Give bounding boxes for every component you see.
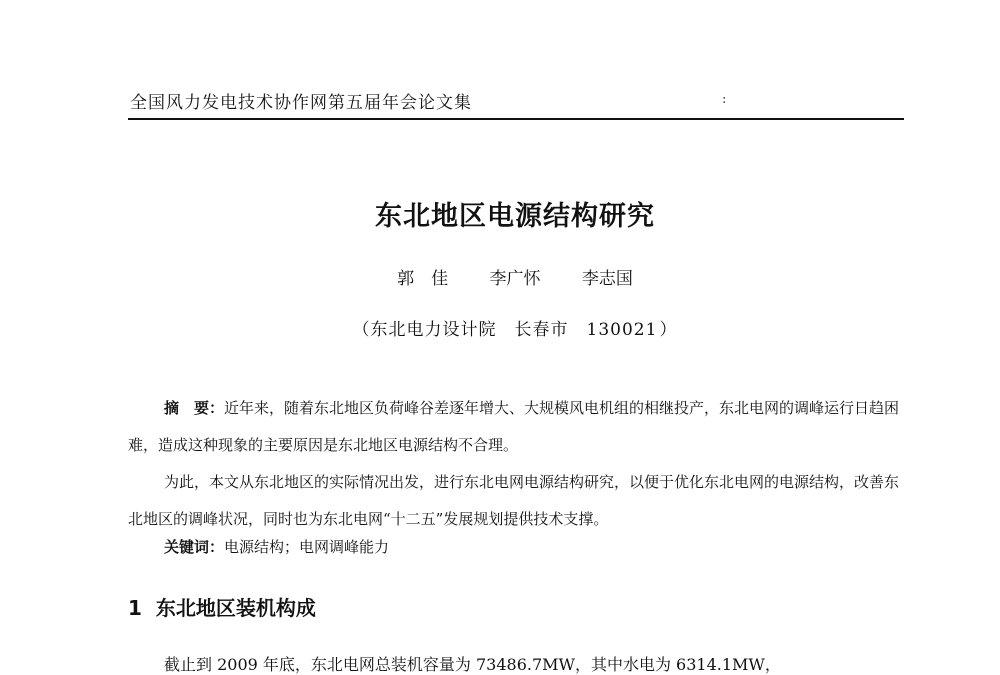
- affiliation-postcode: 130021: [586, 320, 658, 340]
- authors: [0, 264, 1000, 289]
- author-name: 郭 佳: [397, 269, 449, 289]
- keywords-label: 关键词：: [164, 538, 225, 556]
- keywords: [164, 536, 389, 557]
- header-rule: [128, 118, 904, 120]
- keywords-value: 电源结构；电网调峰能力: [224, 538, 390, 556]
- paper-title: 东北地区电源结构研究: [375, 201, 655, 232]
- abstract-label: 摘 要：: [164, 399, 225, 417]
- author-name: 李广怀: [489, 269, 541, 289]
- abstract-text: 近年来，随着东北地区负荷峰谷差逐年增大、大规模风电机组的相继投产，东北电网的调峰运行日趋困难，造成这种现象的主要原因是东北地区电源结构不合理。: [128, 399, 900, 454]
- page-mark: :: [722, 92, 727, 107]
- affiliation-institution: 东北电力设计院: [370, 320, 497, 340]
- affiliation-close-paren: ）: [659, 320, 678, 340]
- affiliation: [0, 315, 1000, 340]
- running-header: 全国风力发电技术协作网第五届年会论文集: [130, 93, 472, 113]
- section-heading: [128, 592, 316, 621]
- abstract-paragraph: [128, 464, 904, 538]
- affiliation-city: 长春市: [514, 320, 569, 340]
- body-text: 截止到 2009 年底，东北电网总装机容量为 73486.7MW，其中水电为 6314.1MW，: [164, 655, 781, 674]
- section-title: 东北地区装机构成: [155, 596, 316, 620]
- abstract-paragraph: [128, 390, 904, 464]
- abstract: [128, 390, 904, 538]
- affiliation-open-paren: （: [352, 320, 371, 340]
- author-name: 李志国: [581, 269, 633, 289]
- abstract-text: 为此，本文从东北地区的实际情况出发，进行东北电网电源结构研究，以便于优化东北电网的电源结构，改善东北地区的调峰状况，同时也为东北电网“十二五”发展规划提供技术支撑。: [128, 473, 900, 528]
- section-number: 1: [128, 596, 142, 620]
